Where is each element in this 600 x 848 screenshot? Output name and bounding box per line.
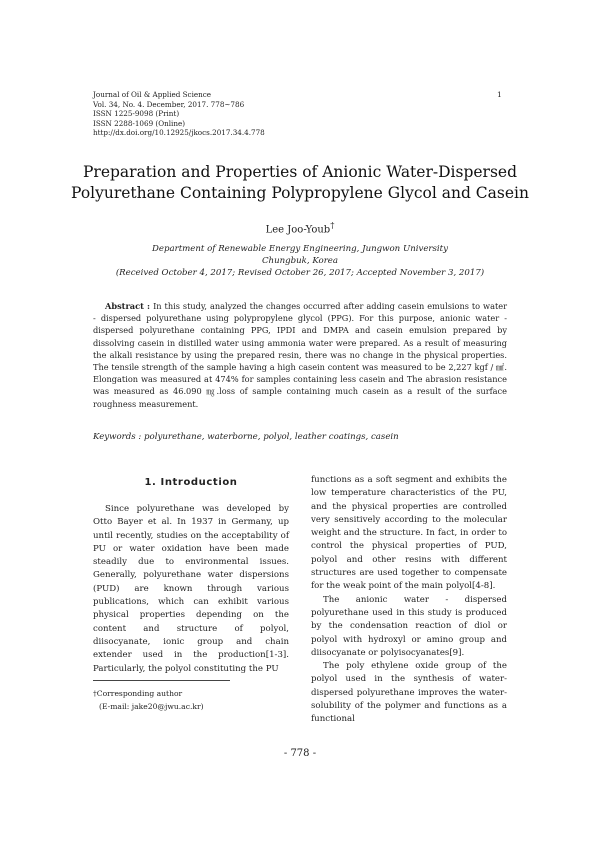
intro-paragraph-4: The poly ethylene oxide group of the polyol used in the synthesis of water-dispersed polyurethane improves the water-solubility of the polymer and functions as a functional [311, 661, 507, 725]
paper-title [40, 162, 560, 204]
journal-volume: Vol. 34, No. 4. December, 2017. 778~786 [93, 99, 245, 109]
issn-print: ISSN 1225-9098 (Print) [93, 109, 180, 119]
keywords: Keywords : polyurethane, waterborne, polyol, leather coatings, casein [93, 432, 399, 442]
affiliation [0, 243, 600, 280]
author-email[interactable]: (E-mail: jake20@jwu.ac.kr) [99, 702, 204, 711]
left-column [93, 503, 289, 676]
abstract-text: In this study, analyzed the changes occurred after adding casein emulsions to water - dispersed polyurethane using polypropylene glycol (PPG). For this purpose, anionic water - dispersed polyurethane containing PPG, IPDI and DMPA and casein emulsion prepared by dissolving casein in distilled water using ammonia water were prepared. As a result of measuring the alkali resistance by using the prepared resin, there was no change in the physical properties. The tensile strength of the sample having a high casein content was measured to be 2,227 kgf / ㎟. Elongation was measured at 474% for samples containing less casein and The abrasion resistance was measured as 46.090 ㎎.loss of sample containing much casein as a result of the surface roughness measurement. [93, 301, 507, 409]
title-line-1: Preparation and Properties of Anionic Water-Dispersed [82, 163, 517, 181]
issn-online: ISSN 2288-1069 (Online) [93, 118, 186, 128]
page-footer: - 778 - [283, 748, 317, 759]
doi-link[interactable]: http://dx.doi.org/10.12925/jkocs.2017.34.4.778 [93, 128, 265, 138]
section-heading: 1. Introduction [144, 477, 238, 488]
affiliation-location: Chungbuk, Korea [261, 256, 339, 267]
journal-name: Journal of Oil & Applied Science [93, 90, 212, 99]
author-dagger: † [330, 220, 335, 230]
footnote [93, 687, 204, 713]
author-name: Lee Joo-Youb [265, 224, 331, 236]
right-column [311, 474, 507, 727]
abstract [93, 300, 507, 410]
intro-paragraph-1: Since polyurethane was developed by Otto Bayer et al. In 1937 in Germany, up until recently, studies on the acceptability of PU or water oxidation have been made steadily due to environmental issues. Generally, polyurethane water dispersions (PUD) are known through various publications, which can exhibit various physical properties depending on the content and structure of polyol, diisocyanate, ionic group and chain extender used in the production[1-3]. Particularly, the polyol constituting the PU [93, 504, 289, 674]
author-line [0, 220, 600, 235]
affiliation-department: Department of Renewable Energy Engineering, Jungwon University [152, 244, 448, 254]
corresponding-author: †Corresponding author [93, 689, 183, 698]
received-dates: (Received October 4, 2017; Revised October 26, 2017; Accepted November 3, 2017) [115, 268, 485, 279]
footnote-divider [93, 680, 230, 681]
intro-paragraph-3: The anionic water - dispersed polyurethane used in this study is produced by the condensation reaction of diol or polyol with hydroxyl or amino group and diisocyanate or polyisocyanates[9]. [311, 594, 507, 658]
abstract-label: Abstract : [105, 301, 151, 311]
page-number: 1 [497, 90, 502, 99]
title-line-2: Polyurethane Containing Polypropylene Glycol and Casein [71, 184, 529, 202]
journal-header [93, 90, 423, 138]
intro-paragraph-2: functions as a soft segment and exhibits the low temperature characteristics of the PU, and the physical properties are controlled very sensitively according to the molecular weight and the structure. In fact, in order to control the physical properties of PUD, polyol and other resins with different structures are used together to compensate for the weak point of the main polyol[4-8]. [311, 475, 507, 592]
